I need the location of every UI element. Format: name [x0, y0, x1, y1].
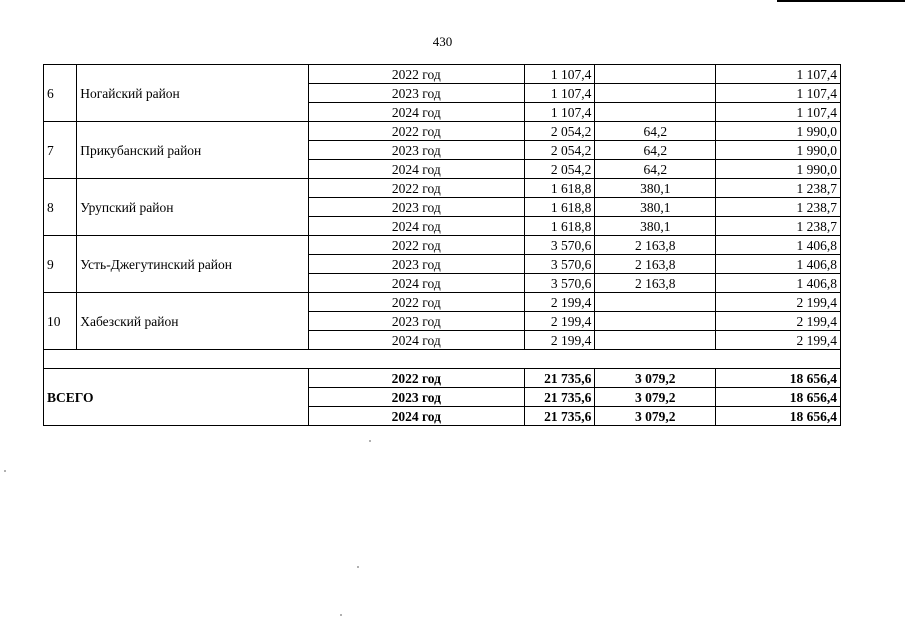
col-b-cell: 1 406,8: [716, 236, 841, 255]
col-a-cell: [595, 293, 716, 312]
scan-speck: [4, 470, 6, 472]
year-cell: 2024 год: [308, 103, 524, 122]
summary-total-cell: 21 735,6: [524, 407, 594, 426]
spacer-row: [44, 350, 841, 369]
col-a-cell: [595, 103, 716, 122]
year-cell: 2023 год: [308, 312, 524, 331]
col-a-cell: 380,1: [595, 179, 716, 198]
total-cell: 2 054,2: [524, 122, 594, 141]
table-body: [44, 65, 841, 426]
col-a-cell: 64,2: [595, 122, 716, 141]
summary-year-cell: 2022 год: [308, 369, 524, 388]
year-cell: 2023 год: [308, 255, 524, 274]
district-name: Ногайский район: [77, 65, 308, 122]
summary-total-cell: 21 735,6: [524, 369, 594, 388]
col-a-cell: [595, 331, 716, 350]
col-b-cell: 1 107,4: [716, 103, 841, 122]
col-a-cell: 2 163,8: [595, 274, 716, 293]
summary-col-a-cell: 3 079,2: [595, 407, 716, 426]
col-b-cell: 2 199,4: [716, 293, 841, 312]
col-b-cell: 1 238,7: [716, 217, 841, 236]
col-a-cell: 64,2: [595, 141, 716, 160]
total-cell: 2 199,4: [524, 331, 594, 350]
summary-col-b-cell: 18 656,4: [716, 369, 841, 388]
col-a-cell: [595, 84, 716, 103]
col-b-cell: 1 406,8: [716, 255, 841, 274]
col-b-cell: 1 107,4: [716, 65, 841, 84]
total-cell: 1 618,8: [524, 217, 594, 236]
year-cell: 2022 год: [308, 236, 524, 255]
summary-year-cell: 2023 год: [308, 388, 524, 407]
district-name: Хабезский район: [77, 293, 308, 350]
table-row: [44, 65, 841, 84]
summary-col-a-cell: 3 079,2: [595, 388, 716, 407]
summary-col-b-cell: 18 656,4: [716, 407, 841, 426]
summary-total-cell: 21 735,6: [524, 388, 594, 407]
district-number: 9: [44, 236, 77, 293]
year-cell: 2024 год: [308, 217, 524, 236]
year-cell: 2022 год: [308, 65, 524, 84]
total-cell: 3 570,6: [524, 236, 594, 255]
district-number: 7: [44, 122, 77, 179]
col-b-cell: 1 990,0: [716, 122, 841, 141]
year-cell: 2024 год: [308, 331, 524, 350]
budget-table: [43, 64, 841, 426]
year-cell: 2023 год: [308, 84, 524, 103]
scan-speck: [357, 566, 359, 568]
year-cell: 2024 год: [308, 274, 524, 293]
top-rule: [777, 0, 905, 2]
summary-col-a-cell: 3 079,2: [595, 369, 716, 388]
col-b-cell: 2 199,4: [716, 312, 841, 331]
col-a-cell: 380,1: [595, 217, 716, 236]
total-cell: 2 199,4: [524, 293, 594, 312]
summary-row: [44, 369, 841, 388]
district-name: Прикубанский район: [77, 122, 308, 179]
col-a-cell: 2 163,8: [595, 236, 716, 255]
col-b-cell: 1 238,7: [716, 198, 841, 217]
col-a-cell: [595, 65, 716, 84]
total-cell: 2 199,4: [524, 312, 594, 331]
scan-speck: [340, 614, 342, 616]
total-cell: 3 570,6: [524, 255, 594, 274]
col-b-cell: 1 990,0: [716, 141, 841, 160]
col-b-cell: 2 199,4: [716, 331, 841, 350]
district-name: Урупский район: [77, 179, 308, 236]
year-cell: 2022 год: [308, 293, 524, 312]
year-cell: 2023 год: [308, 198, 524, 217]
table-row: [44, 236, 841, 255]
col-a-cell: 64,2: [595, 160, 716, 179]
district-number: 6: [44, 65, 77, 122]
col-a-cell: 2 163,8: [595, 255, 716, 274]
col-b-cell: 1 107,4: [716, 84, 841, 103]
scan-speck: [369, 440, 371, 442]
year-cell: 2024 год: [308, 160, 524, 179]
total-cell: 3 570,6: [524, 274, 594, 293]
summary-label: ВСЕГО: [44, 369, 309, 426]
total-cell: 1 107,4: [524, 84, 594, 103]
table-row: [44, 122, 841, 141]
district-number: 8: [44, 179, 77, 236]
col-b-cell: 1 406,8: [716, 274, 841, 293]
page-number: 430: [432, 34, 453, 49]
table-row: [44, 179, 841, 198]
district-number: 10: [44, 293, 77, 350]
col-b-cell: 1 990,0: [716, 160, 841, 179]
col-a-cell: 380,1: [595, 198, 716, 217]
total-cell: 1 618,8: [524, 198, 594, 217]
year-cell: 2022 год: [308, 179, 524, 198]
total-cell: 2 054,2: [524, 141, 594, 160]
total-cell: 2 054,2: [524, 160, 594, 179]
year-cell: 2023 год: [308, 141, 524, 160]
col-b-cell: 1 238,7: [716, 179, 841, 198]
total-cell: 1 618,8: [524, 179, 594, 198]
total-cell: 1 107,4: [524, 65, 594, 84]
year-cell: 2022 год: [308, 122, 524, 141]
spacer-cell: [44, 350, 841, 369]
table-row: [44, 293, 841, 312]
col-a-cell: [595, 312, 716, 331]
total-cell: 1 107,4: [524, 103, 594, 122]
summary-year-cell: 2024 год: [308, 407, 524, 426]
summary-col-b-cell: 18 656,4: [716, 388, 841, 407]
district-name: Усть-Джегутинский район: [77, 236, 308, 293]
